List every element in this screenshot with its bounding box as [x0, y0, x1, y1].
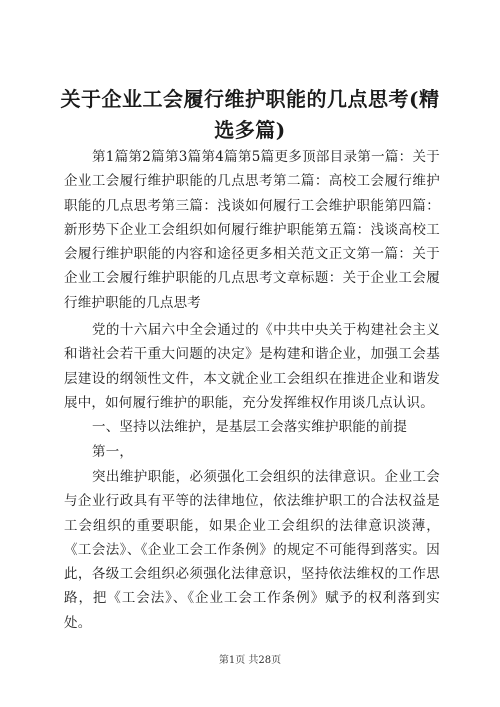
subsection-heading: 第一， [92, 444, 134, 460]
document-title: 关于企业工会履行维护职能的几点思考(精选多篇) [60, 87, 440, 142]
toc-paragraph: 第1篇第2篇第3篇第4篇第5篇更多顶部目录第一篇：关于企业工会履行维护职能的几点思考第二篇：高校工会履行维护职能的几点思考第三篇：浅谈如何履行工会维护职能第四篇：新形势下企业工会组织如何履行维护职能第五篇：浅谈高校工会履行维护职能的内容和途径更多相关范文正文第一篇：关于企业工会履行维护职能的几点思考文章标题：关于企业工会履行维护职能的几点思考 [64, 149, 440, 311]
section-heading: 一、坚持以法维护，是基层工会落实维护职能的前提 [92, 419, 408, 435]
body-paragraph: 突出维护职能，必须强化工会组织的法律意识。企业工会与企业行政具有平等的法律地位，依法维护职工的合法权益是工会组织的重要职能，如果企业工会组织的法律意识淡薄，《工会法》、《企业工会工作条例》的规定不可能得到落实。因此，各级工会组织必须强化法律意识，坚持依法维权的工作思路，把《工会法》、《企业工会工作条例》赋予的权利落到实处。 [64, 469, 440, 631]
intro-paragraph: 党的十六届六中全会通过的《中共中央关于构建社会主义和谐社会若干重大问题的决定》是构建和谐企业，加强工会基层建设的纲领性文件，本文就企业工会组织在推进企业和谐发展中，如何履行维护的职能，充分发挥维权作用谈几点认识。 [64, 322, 440, 411]
page-indicator: 第1页 共28页 [218, 655, 282, 666]
